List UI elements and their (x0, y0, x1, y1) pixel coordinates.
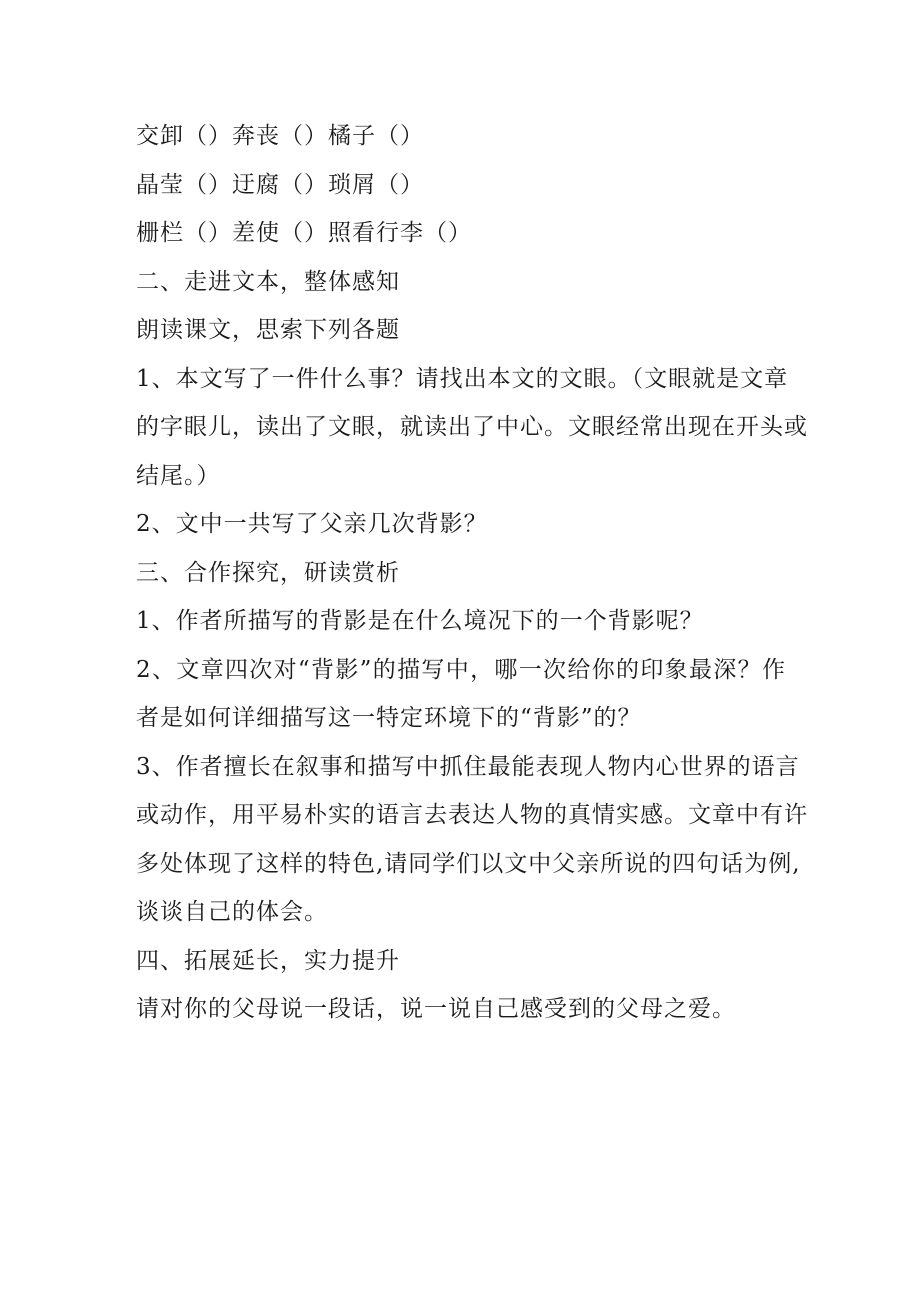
vocab-line-1: 交卸（）奔丧（）橘子（） (136, 123, 424, 149)
inquiry-question-1: 1、作者所描写的背影是在什么境况下的一个背影呢？ (136, 608, 704, 634)
question-1-line-1: 1、本文写了一件什么事？请找出本文的文眼。（文眼就是文章 (136, 365, 789, 392)
section-heading-2: 二、走进文本，整体感知 (136, 268, 400, 295)
inquiry-question-3-line-4: 谈谈自己的体会。 (136, 899, 328, 925)
vocab-line-3: 栅栏（）差使（）照看行李（） (136, 220, 472, 246)
vocab-line-2: 晶莹（）迂腐（）琐屑（） (136, 171, 424, 198)
inquiry-question-3-line-1: 3、作者擅长在叙事和描写中抓住最能表现人物内心世界的语言 (136, 753, 800, 780)
section-instruction: 朗读课文，思索下列各题 (136, 317, 400, 343)
inquiry-question-2-line-2: 者是如何详细描写这一特定环境下的“背影”的？ (136, 705, 642, 731)
question-1-line-3: 结尾。） (136, 462, 221, 489)
question-2: 2、文中一共写了父亲几次背影？ (136, 511, 488, 537)
inquiry-question-2-line-1: 2、文章四次对“背影”的描写中，哪一次给你的印象最深？作 (136, 656, 786, 683)
inquiry-question-3-line-2: 或动作，用平易朴实的语言去表达人物的真情实感。文章中有许 (136, 802, 808, 828)
inquiry-question-3-line-3: 多处体现了这样的特色,请同学们以文中父亲所说的四句话为例, (136, 850, 801, 877)
document-body (136, 112, 808, 1034)
section-heading-3: 三、合作探究，研读赏析 (136, 559, 400, 586)
extension-task: 请对你的父母说一段话，说一说自己感受到的父母之爱。 (136, 996, 736, 1022)
section-heading-4: 四、拓展延长，实力提升 (136, 947, 400, 974)
question-1-line-2: 的字眼儿，读出了文眼，就读出了中心。文眼经常出现在开头或 (136, 414, 808, 440)
